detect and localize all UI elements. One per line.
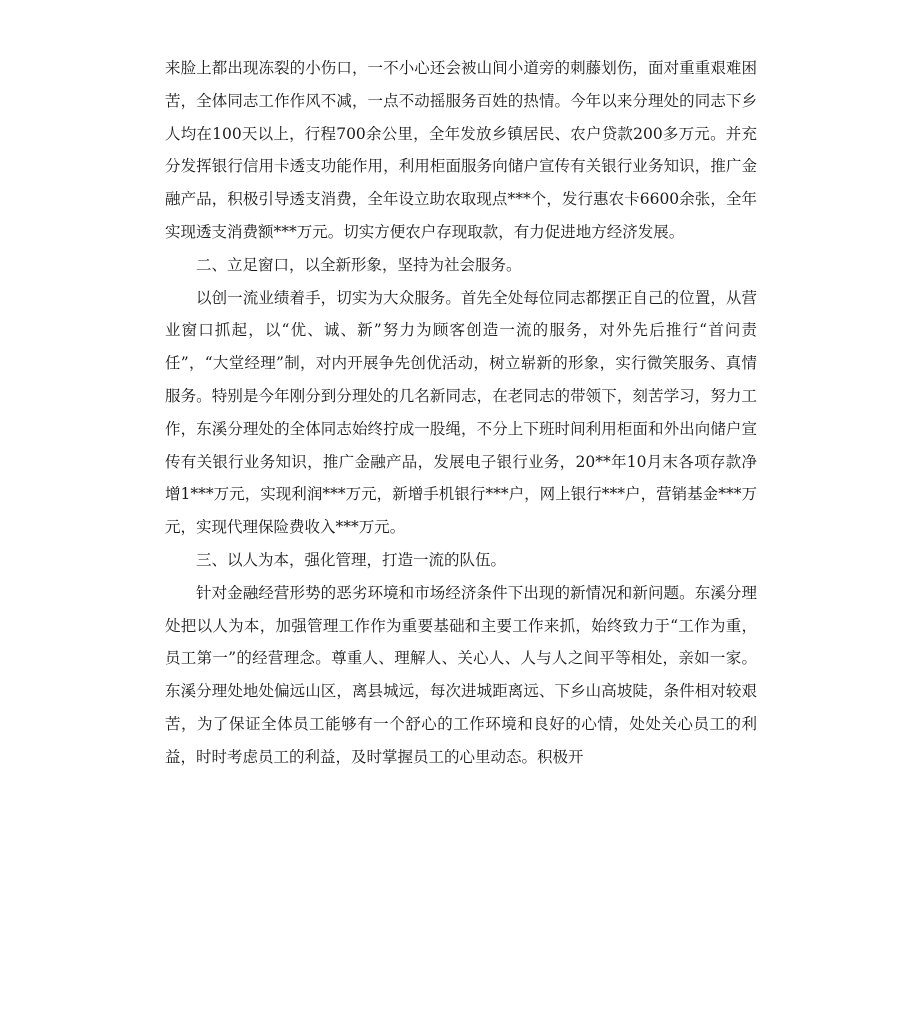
section-heading-two: 二、立足窗口，以全新形象，坚持为社会服务。 bbox=[196, 255, 522, 274]
paragraph-window-service: 以创一流业绩着手，切实为大众服务。首先全处每位同志都摆正自己的位置，从营业窗口抓起，以“优、诚、新”努力为顾客创造一流的服务，对外先后推行“首问责任”，“大堂经理”制，对内开展争先创优活动，树立崭新的形象，实行微笑服务、真情服务。特别是今年刚分到分理处的几名新同志，在老同志的带领下，刻苦学习，努力工作，东溪分理处的全体同志始终拧成一股绳，不分上下班时间利用柜面和外出向储户宣传有关银行业务知识，推广金融产品，发展电子银行业务，20**年10月末各项存款净增1***万元，实现利润***万元，新增手机银行***户，网上银行***户，营销基金***万元，实现代理保险费收入***万元。 bbox=[165, 288, 757, 537]
paragraph-people-management: 针对金融经营形势的恶劣环境和市场经济条件下出现的新情况和新问题。东溪分理处把以人为本，加强管理工作作为重要基础和主要工作来抓，始终致力于“工作为重，员工第一”的经营理念。尊重人、理解人、关心人、人与人之间平等相处，亲如一家。东溪分理处地处偏远山区，离县城远，每次进城距离远、下乡山高坡陡，条件相对较艰苦，为了保证全体员工能够有一个舒心的工作环境和良好的心情，处处关心员工的利益，时时考虑员工的利益，及时掌握员工的心里动态。积极开 bbox=[165, 583, 757, 766]
section-heading-three: 三、以人为本，强化管理，打造一流的队伍。 bbox=[196, 550, 507, 569]
paragraph-continuation: 来脸上都出现冻裂的小伤口，一不小心还会被山间小道旁的刺藤划伤，面对重重艰难困苦，全体同志工作作风不减，一点不动摇服务百姓的热情。今年以来分理处的同志下乡人均在100天以上，行程700余公里，全年发放乡镇居民、农户贷款200多万元。并充分发挥银行信用卡透支功能作用，利用柜面服务向储户宣传有关银行业务知识，推广金融产品，积极引导透支消费，全年设立助农取现点***个，发行惠农卡6600余张，全年实现透支消费额***万元。切实方便农户存现取款，有力促进地方经济发展。 bbox=[165, 59, 757, 241]
document-body bbox=[165, 52, 757, 774]
